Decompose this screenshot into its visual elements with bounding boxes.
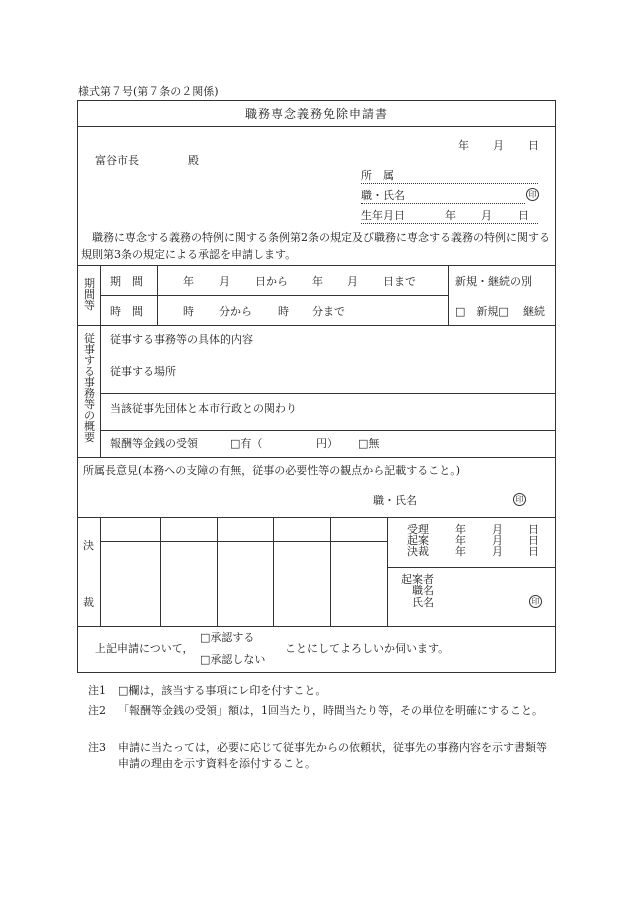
drafter-name-label: 氏名: [412, 596, 434, 609]
supervisor-name-label: 職・氏名: [373, 494, 417, 507]
date-month: 月: [493, 139, 504, 152]
supervisor-opinion-label: 所属長意見(本務への支障の有無，従事の必要性等の観点から記載すること。): [83, 464, 461, 477]
form-number: 様式第７号(第７条の２関係): [78, 85, 219, 98]
remuneration-yen: 円）: [316, 437, 338, 450]
approval-section-bottom: [77, 626, 556, 627]
date-year: 年: [458, 139, 469, 152]
receipt-day: 日: [528, 523, 539, 536]
applicant-name-label: 職・氏名: [361, 189, 405, 202]
title-separator: [77, 126, 556, 127]
approval-col-4: [330, 517, 331, 626]
work-content-label: 従事する事務等の具体的内容: [110, 333, 253, 346]
side-label-separator-lower: [100, 517, 101, 626]
affiliation-label: 所 属: [361, 169, 394, 182]
period-label-separator: [157, 265, 158, 325]
period-year-2: 年: [312, 275, 323, 288]
supervisor-section-top: [77, 457, 556, 458]
draft-month: 月: [492, 534, 503, 547]
remuneration-label: 報酬等金銭の受領: [110, 437, 198, 450]
relation-label: 当該従事先団体と本市行政との関わり: [110, 402, 297, 415]
period-row-separator: [100, 295, 448, 296]
reject-checkbox[interactable]: □承認しない: [200, 653, 266, 666]
decision-day: 日: [528, 545, 539, 558]
outline-section-top: [77, 325, 556, 326]
remuneration-yes-checkbox[interactable]: □有（: [230, 437, 263, 450]
approval-col-2: [217, 517, 218, 626]
approval-side-label-top: 決: [83, 539, 94, 552]
draft-label: 起案: [407, 534, 429, 547]
approval-col-3: [273, 517, 274, 626]
receipt-year: 年: [455, 523, 466, 536]
approval-col-5: [387, 517, 388, 626]
decision-label: 決裁: [407, 545, 429, 558]
period-side-label: 期 間 等: [84, 277, 95, 312]
birth-day: 日: [518, 209, 529, 222]
decision-year: 年: [455, 545, 466, 558]
closing-suffix: ことにしてよろしいか伺います。: [285, 642, 450, 655]
draft-year: 年: [455, 534, 466, 547]
work-place-label: 従事する場所: [110, 365, 176, 378]
receipt-label: 受理: [407, 523, 429, 536]
outer-border-bottom: [77, 672, 556, 673]
applicant-name-dotted-line[interactable]: [361, 203, 525, 204]
draft-day: 日: [528, 534, 539, 547]
outline-side-label: 従 事 す る 事 務 等 の 概 要: [84, 332, 95, 444]
decision-month: 月: [492, 545, 503, 558]
drafter-seal-icon: 印: [529, 595, 542, 608]
new-checkbox[interactable]: □ 新規□: [455, 305, 509, 318]
approval-side-label-bottom: 裁: [83, 596, 94, 609]
affiliation-dotted-line[interactable]: [361, 183, 538, 184]
period-year: 年: [183, 275, 194, 288]
period-label: 期 間: [110, 275, 143, 288]
form-title: 職務専念義務免除申請書: [244, 107, 388, 121]
note-1-label: 注1: [88, 684, 106, 697]
note-3-label: 注3: [88, 741, 106, 754]
time-until: 分まで: [312, 305, 345, 318]
addressee-name: 富谷市長: [95, 154, 139, 167]
time-hour: 時: [183, 305, 194, 318]
date-day: 日: [528, 139, 539, 152]
approve-checkbox[interactable]: □承認する: [200, 631, 255, 644]
approval-col-1: [160, 517, 161, 626]
drafter-label: 起案者: [401, 573, 434, 586]
approval-section-top: [77, 517, 556, 518]
outline-row-separator-2: [100, 430, 556, 431]
approval-grid-header-line: [100, 541, 387, 542]
supervisor-seal-icon: 印: [513, 493, 526, 506]
note-3-text: 申請に当たっては，必要に応じて従事先からの依頼状，従事先の事務内容を示す書類等申請の理由を示す資料を添付すること。: [118, 741, 547, 770]
request-statement: 職務に専念する義務の特例に関する条例第2条の規定及び職務に専念する義務の特例に関する規則第3条の規定による承認を申請します。: [81, 231, 550, 261]
birth-year: 年: [445, 209, 456, 222]
birth-month: 月: [481, 209, 492, 222]
period-until: 日まで: [383, 275, 416, 288]
note-2-label: 注2: [88, 704, 106, 717]
note-2-text: 「報酬等金銭の受領」額は，1回当たり，時間当たり等，その単位を明確にすること。: [118, 704, 543, 717]
approval-right-separator: [387, 567, 556, 568]
period-month: 月: [219, 275, 230, 288]
side-label-separator-upper: [100, 265, 101, 457]
remuneration-no-checkbox[interactable]: □無: [358, 437, 380, 450]
drafter-title-label: 職名: [412, 584, 434, 597]
note-1-text: □欄は，該当する事項にレ印を付すこと。: [118, 684, 327, 697]
period-month-2: 月: [347, 275, 358, 288]
time-label: 時 間: [110, 305, 143, 318]
addressee-honorific: 殿: [188, 154, 199, 167]
period-type-separator: [448, 265, 449, 325]
period-section-top: [77, 265, 556, 266]
outer-border-left: [77, 100, 78, 672]
birthdate-label: 生年月日: [361, 209, 405, 222]
closing-prefix: 上記申請について，: [95, 642, 194, 655]
period-from: 日から: [255, 275, 288, 288]
new-or-continue-label: 新規・継続の別: [455, 275, 532, 288]
outline-row-separator-1: [100, 393, 556, 394]
outer-border-top: [77, 100, 556, 101]
time-hour-2: 時: [278, 305, 289, 318]
continue-checkbox[interactable]: 継続: [523, 305, 545, 318]
birthdate-dotted-line[interactable]: [361, 223, 538, 224]
time-from: 分から: [219, 305, 252, 318]
applicant-seal-icon: 印: [526, 188, 539, 201]
receipt-month: 月: [492, 523, 503, 536]
outer-border-right: [555, 100, 556, 672]
